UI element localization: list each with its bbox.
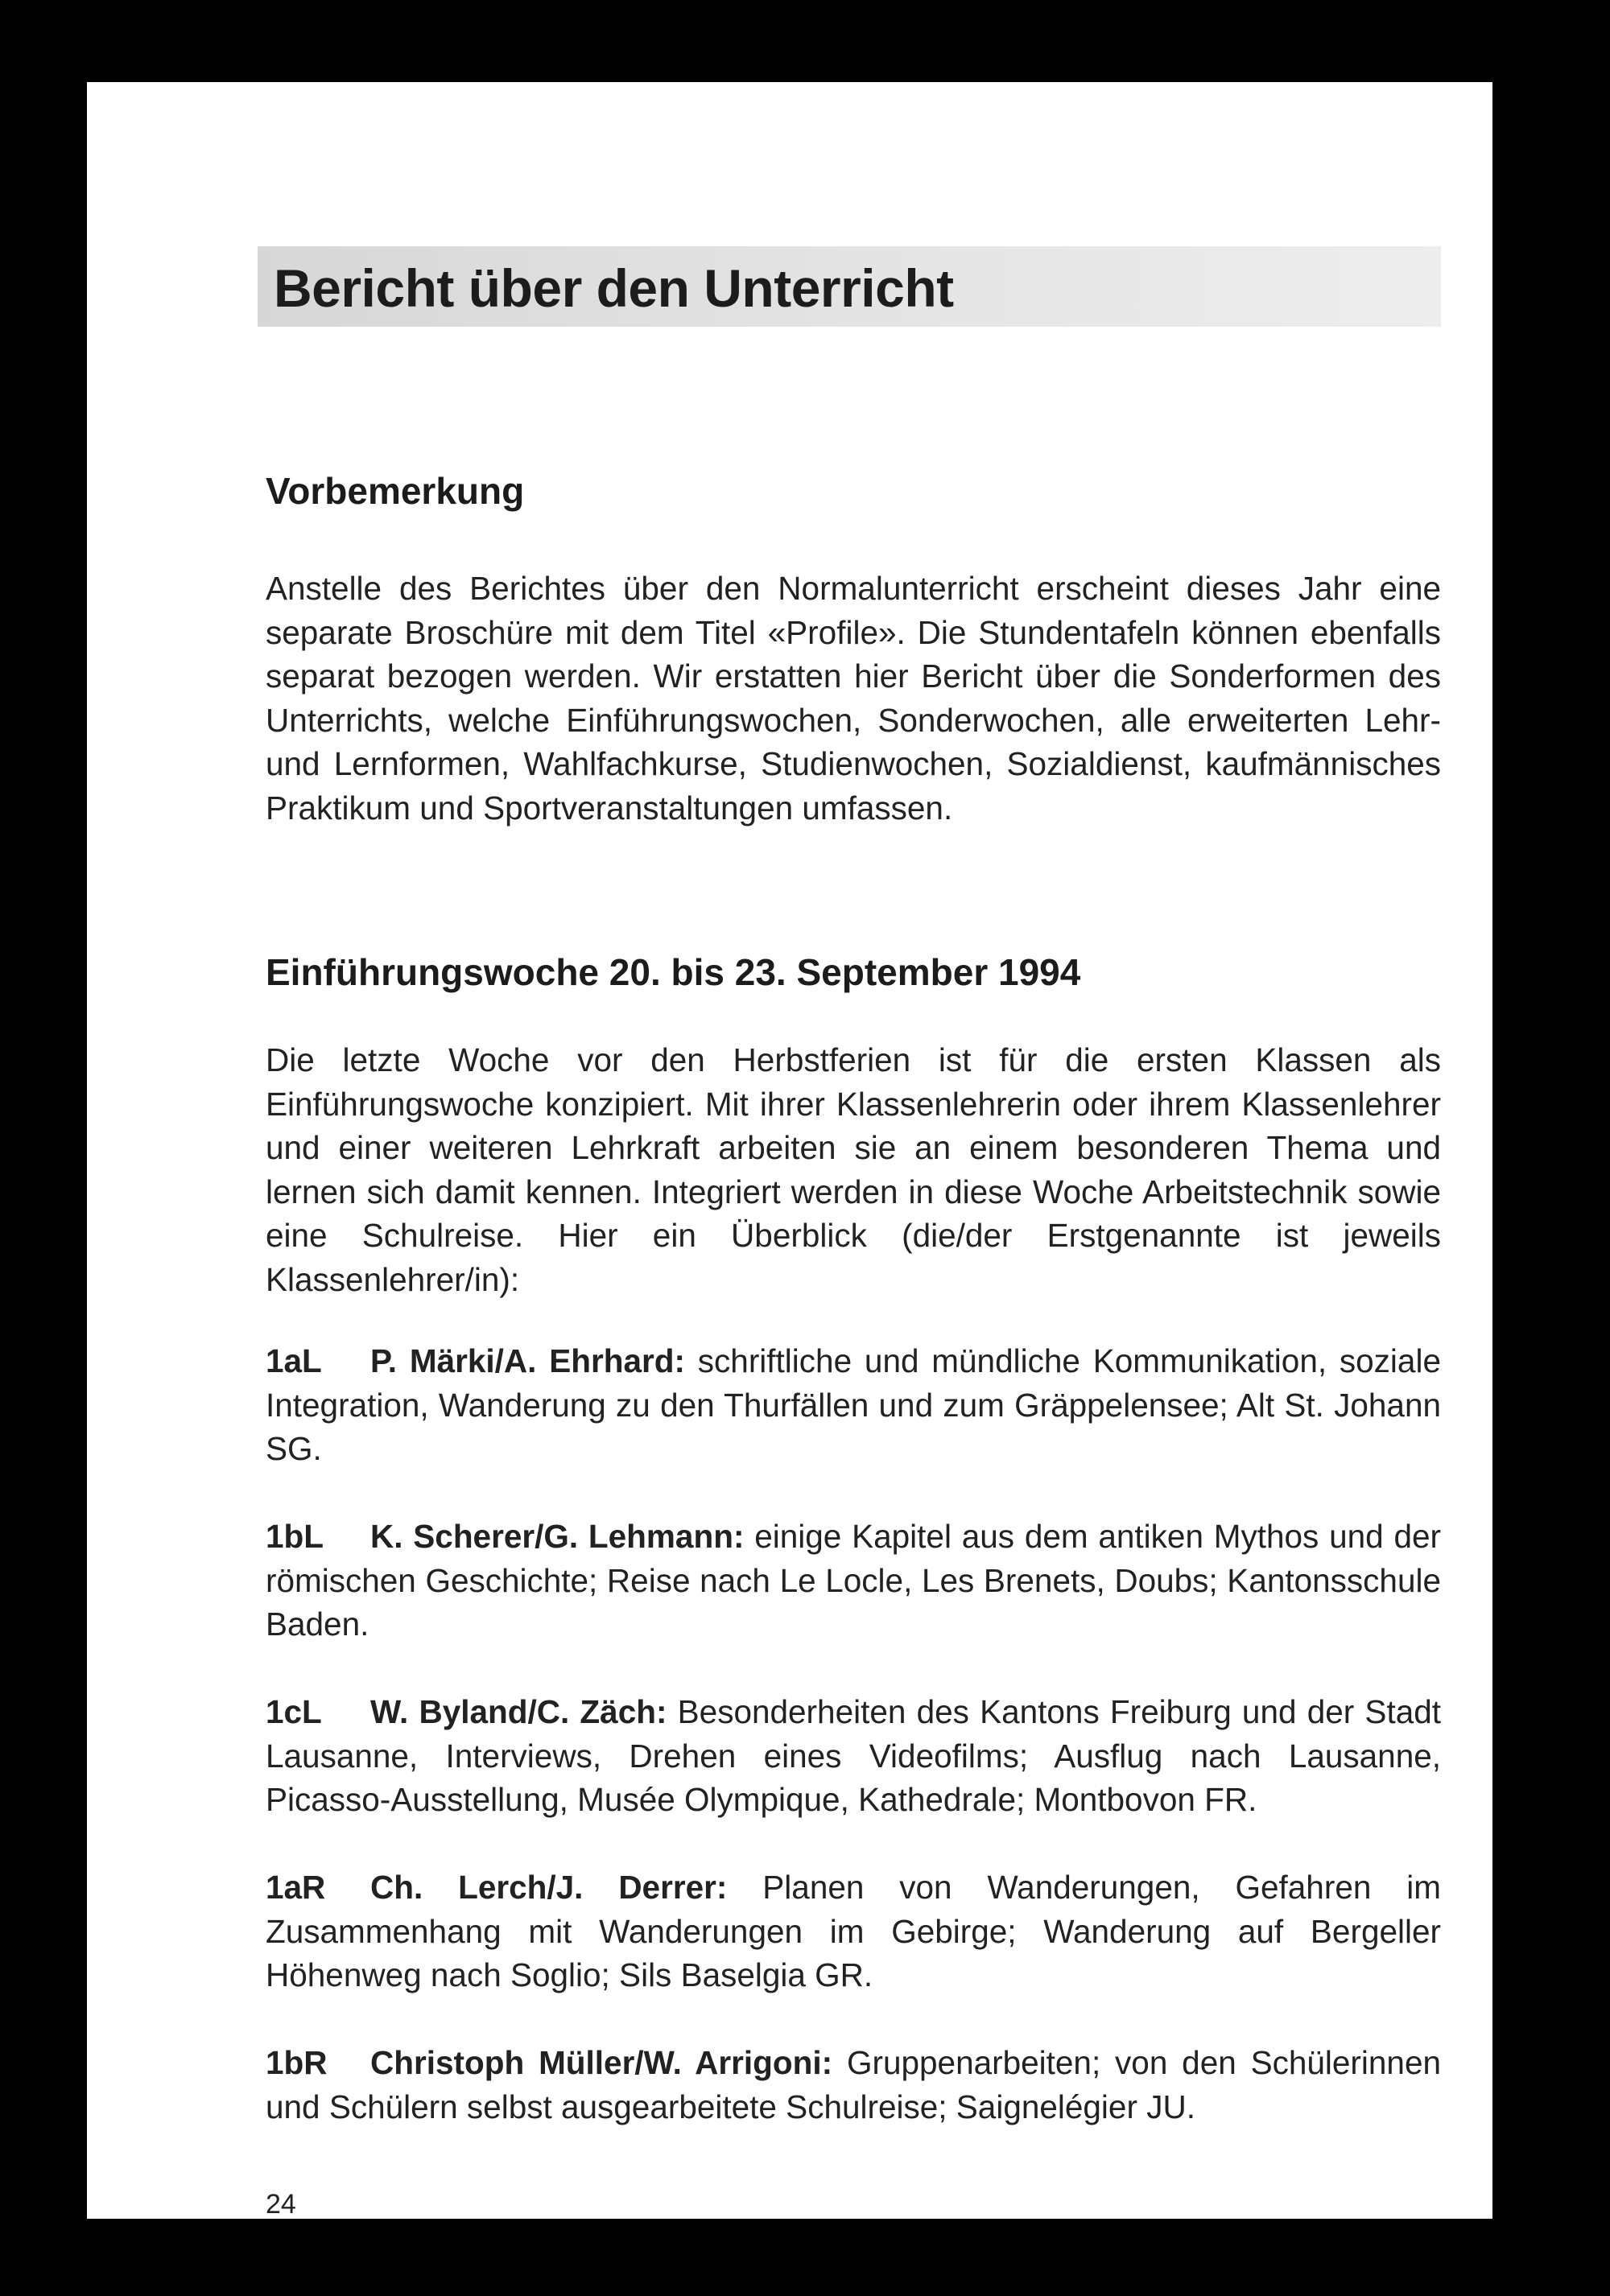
class-code: 1aL <box>266 1342 322 1379</box>
class-description: Planen von Wanderungen, Gefahren im Zusammenhang mit Wanderungen im Gebirge; Wanderung auf Bergeller Höhenweg nach Soglio; Sils Baselgia GR. <box>266 1869 1441 1994</box>
class-description: schriftliche und mündliche Kommunikation, soziale Integration, Wanderung zu den Thurfällen und zum Gräppelensee; Alt St. Johann SG. <box>266 1342 1441 1468</box>
page-title: Bericht über den Unterricht <box>274 258 954 318</box>
section-body-einfuehrungswoche: Die letzte Woche vor den Herbstferien ist für die ersten Klassen als Einführungswoche konzipiert. Mit ihrer Klassenlehrerin oder ihrem Klassenlehrer und einer weiteren Lehrkraft arbeiten sie an einem besonderen Thema und lernen sich damit kennen. Integriert werden in diese Woche Arbeitstechnik sowie eine Schulreise. Hier ein Überblick (die/der Erstgenannte ist jeweils Klassenlehrer/in): <box>266 1041 1441 1298</box>
class-code: 1bR <box>266 2044 328 2081</box>
document-page <box>87 82 1492 2219</box>
class-teachers: Ch. Lerch/J. Derrer: <box>370 1869 728 1906</box>
class-description: Besonderheiten des Kantons Freiburg und der Stadt Lausanne, Interviews, Drehen eines Videofilms; Ausflug nach Lausanne, Picasso-Ausstellung, Musée Olympique, Kathedrale; Montbovon FR. <box>266 1693 1442 1819</box>
class-teachers: K. Scherer/G. Lehmann: <box>370 1518 745 1555</box>
class-teachers: Christoph Müller/W. Arrigoni: <box>370 2044 833 2081</box>
class-entry <box>266 1865 1441 1997</box>
class-entry <box>266 1690 1441 1822</box>
class-code: 1bL <box>266 1518 324 1555</box>
class-entry <box>266 1339 1441 1471</box>
class-teachers: W. Byland/C. Zäch: <box>370 1693 667 1730</box>
class-entry <box>266 2041 1441 2129</box>
section-heading-einfuehrungswoche: Einführungswoche 20. bis 23. September 1994 <box>266 951 1081 993</box>
class-code: 1cL <box>266 1693 322 1730</box>
section-heading-vorbemerkung: Vorbemerkung <box>266 470 525 512</box>
class-description: Gruppenarbeiten; von den Schülerinnen und Schülern selbst ausgearbeitete Schulreise; Saignelégier JU. <box>266 2044 1441 2125</box>
class-entry <box>266 1515 1441 1647</box>
section-body-vorbemerkung: Anstelle des Berichtes über den Normalunterricht erscheint dieses Jahr eine separate Broschüre mit dem Titel «Profile». Die Stundentafeln können ebenfalls separat bezogen werden. Wir erstatten hier Bericht über die Sonderformen des Unterrichts, welche Einführungswochen, Sonderwochen, alle erweiterten Lehr- und Lernformen, Wahlfachkurse, Studienwochen, Sozialdienst, kaufmännisches Praktikum und Sportveranstaltungen umfassen. <box>266 570 1441 826</box>
page-number: 24 <box>266 2189 296 2220</box>
title-band <box>258 246 1441 327</box>
class-teachers: P. Märki/A. Ehrhard: <box>370 1342 685 1379</box>
class-code: 1aR <box>266 1869 326 1906</box>
class-description: einige Kapitel aus dem antiken Mythos und der römischen Geschichte; Reise nach Le Locle, Les Brenets, Doubs; Kantonsschule Baden. <box>266 1518 1441 1643</box>
